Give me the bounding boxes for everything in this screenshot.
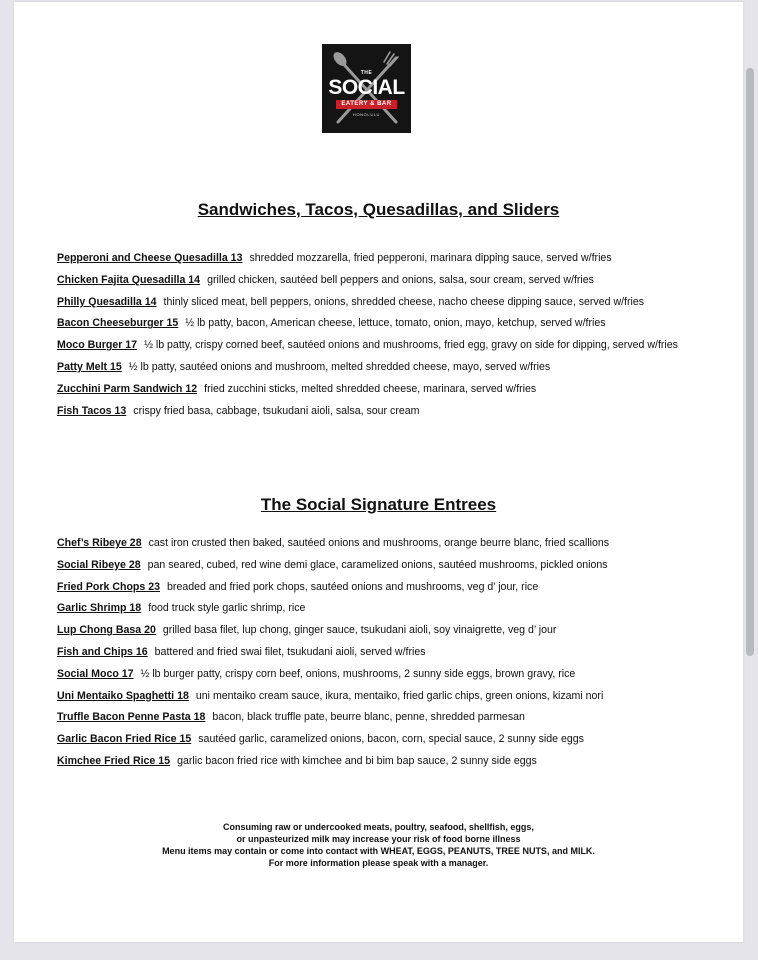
item-desc: ½ lb patty, crispy corned beef, sautéed onions and mushrooms, fried egg, gravy on side for dipping, served w/fries	[144, 339, 678, 352]
item-name: Philly Quesadilla 14	[57, 295, 157, 308]
notice-line: Menu items may contain or come into contact with WHEAT, EGGS, PEANUTS, TREE NUTS, and MILK.	[162, 846, 595, 856]
notice-line: For more information please speak with a manager.	[268, 858, 489, 868]
list-item	[57, 379, 737, 401]
list-item	[57, 313, 737, 335]
item-desc: garlic bacon fried rice with kimchee and bi bim bap sauce, 2 sunny side eggs	[177, 754, 537, 767]
item-desc: battered and fried swai filet, tsukudani aioli, served w/fries	[154, 645, 426, 658]
item-desc: fried zucchini sticks, melted shredded cheese, marinara, served w/fries	[204, 382, 537, 395]
list-item	[57, 751, 737, 773]
item-name: Social Moco 17	[57, 667, 134, 680]
logo-subtitle-band: EATERY & BAR	[336, 100, 397, 109]
item-name: Fish and Chips 16	[57, 645, 148, 658]
item-name: Patty Melt 15	[57, 360, 122, 373]
item-name: Chef’s Ribeye 28	[57, 537, 142, 549]
list-item	[57, 270, 737, 292]
item-desc: shredded mozzarella, fried pepperoni, marinara dipping sauce, served w/fries	[249, 252, 612, 264]
logo-the-text: THE	[360, 70, 373, 76]
notice-line: Consuming raw or undercooked meats, poultry, seafood, shellfish, eggs,	[223, 822, 534, 832]
list-item	[57, 533, 737, 555]
list-item	[57, 642, 737, 664]
section-title-sandwiches: Sandwiches, Tacos, Quesadillas, and Sliders	[197, 200, 560, 219]
item-desc: pan seared, cubed, red wine demi glace, caramelized onions, sautéed mushrooms, pickled onions	[147, 558, 608, 571]
list-item	[57, 577, 737, 599]
list-item	[57, 729, 737, 751]
item-name: Moco Burger 17	[57, 339, 138, 352]
item-desc: cast iron crusted then baked, sautéed onions and mushrooms, orange beurre blanc, fried scallions	[148, 537, 610, 549]
list-item	[57, 292, 737, 314]
item-desc: ½ lb burger patty, crispy corn beef, onions, mushrooms, 2 sunny side eggs, brown gravy, rice	[140, 667, 576, 680]
entrees-list	[57, 533, 737, 773]
item-desc: ½ lb patty, bacon, American cheese, lettuce, tomato, onion, mayo, ketchup, served w/fries	[185, 317, 606, 330]
item-desc: uni mentaiko cream sauce, ikura, mentaiko, fried garlic chips, green onions, kizami nori	[195, 689, 604, 702]
item-desc: crispy fried basa, cabbage, tsukudani aioli, salsa, sour cream	[133, 404, 420, 417]
item-name: Chicken Fajita Quesadilla 14	[57, 273, 201, 286]
item-name: Pepperoni and Cheese Quesadilla 13	[57, 252, 243, 264]
item-desc: ½ lb patty, sautéed onions and mushroom, melted shredded cheese, mayo, served w/fries	[128, 360, 551, 373]
item-name: Uni Mentaiko Spaghetti 18	[57, 689, 189, 702]
list-item	[57, 248, 737, 270]
item-desc: sautéed garlic, caramelized onions, bacon, corn, special sauce, 2 sunny side eggs	[198, 733, 584, 746]
item-name: Lup Chong Basa 20	[57, 624, 156, 637]
list-item	[57, 598, 737, 620]
item-name: Zucchini Parm Sandwich 12	[57, 382, 198, 395]
item-desc: grilled chicken, sautéed bell peppers and onions, salsa, sour cream, served w/fries	[207, 273, 594, 286]
list-item	[57, 707, 737, 729]
item-name: Social Ribeye 28	[57, 558, 141, 571]
list-item	[57, 686, 737, 708]
item-name: Bacon Cheeseburger 15	[57, 317, 179, 330]
logo-city-text: HONOLULU	[352, 112, 381, 117]
item-name: Truffle Bacon Penne Pasta 18	[57, 711, 206, 724]
list-item	[57, 620, 737, 642]
allergen-notice	[14, 821, 743, 869]
item-name: Fish Tacos 13	[57, 404, 127, 417]
menu-page	[14, 2, 743, 942]
social-logo	[322, 44, 411, 133]
sandwiches-list	[57, 248, 737, 422]
item-name: Kimchee Fried Rice 15	[57, 754, 171, 767]
item-desc: bacon, black truffle pate, beurre blanc, penne, shredded parmesan	[212, 711, 525, 724]
item-name: Garlic Bacon Fried Rice 15	[57, 733, 192, 746]
item-name: Fried Pork Chops 23	[57, 580, 161, 593]
list-item	[57, 357, 737, 379]
item-desc: food truck style garlic shrimp, rice	[148, 602, 306, 615]
list-item	[57, 335, 737, 357]
notice-line: or unpasteurized milk may increase your risk of food borne illness	[236, 834, 521, 844]
section-title-entrees: The Social Signature Entrees	[260, 495, 497, 514]
logo-brand-text: SOCIAL	[328, 76, 405, 99]
item-desc: thinly sliced meat, bell peppers, onions, shredded cheese, nacho cheese dipping sauce, served w/fries	[163, 295, 645, 308]
vertical-scrollbar[interactable]	[746, 68, 754, 656]
item-desc: breaded and fried pork chops, sautéed onions and mushrooms, veg d’ jour, rice	[167, 580, 539, 593]
item-desc: grilled basa filet, lup chong, ginger sauce, tsukudani aioli, soy vinaigrette, veg d’ jour	[162, 624, 557, 637]
list-item	[57, 664, 737, 686]
list-item	[57, 401, 737, 423]
item-name: Garlic Shrimp 18	[57, 602, 142, 615]
list-item	[57, 555, 737, 577]
